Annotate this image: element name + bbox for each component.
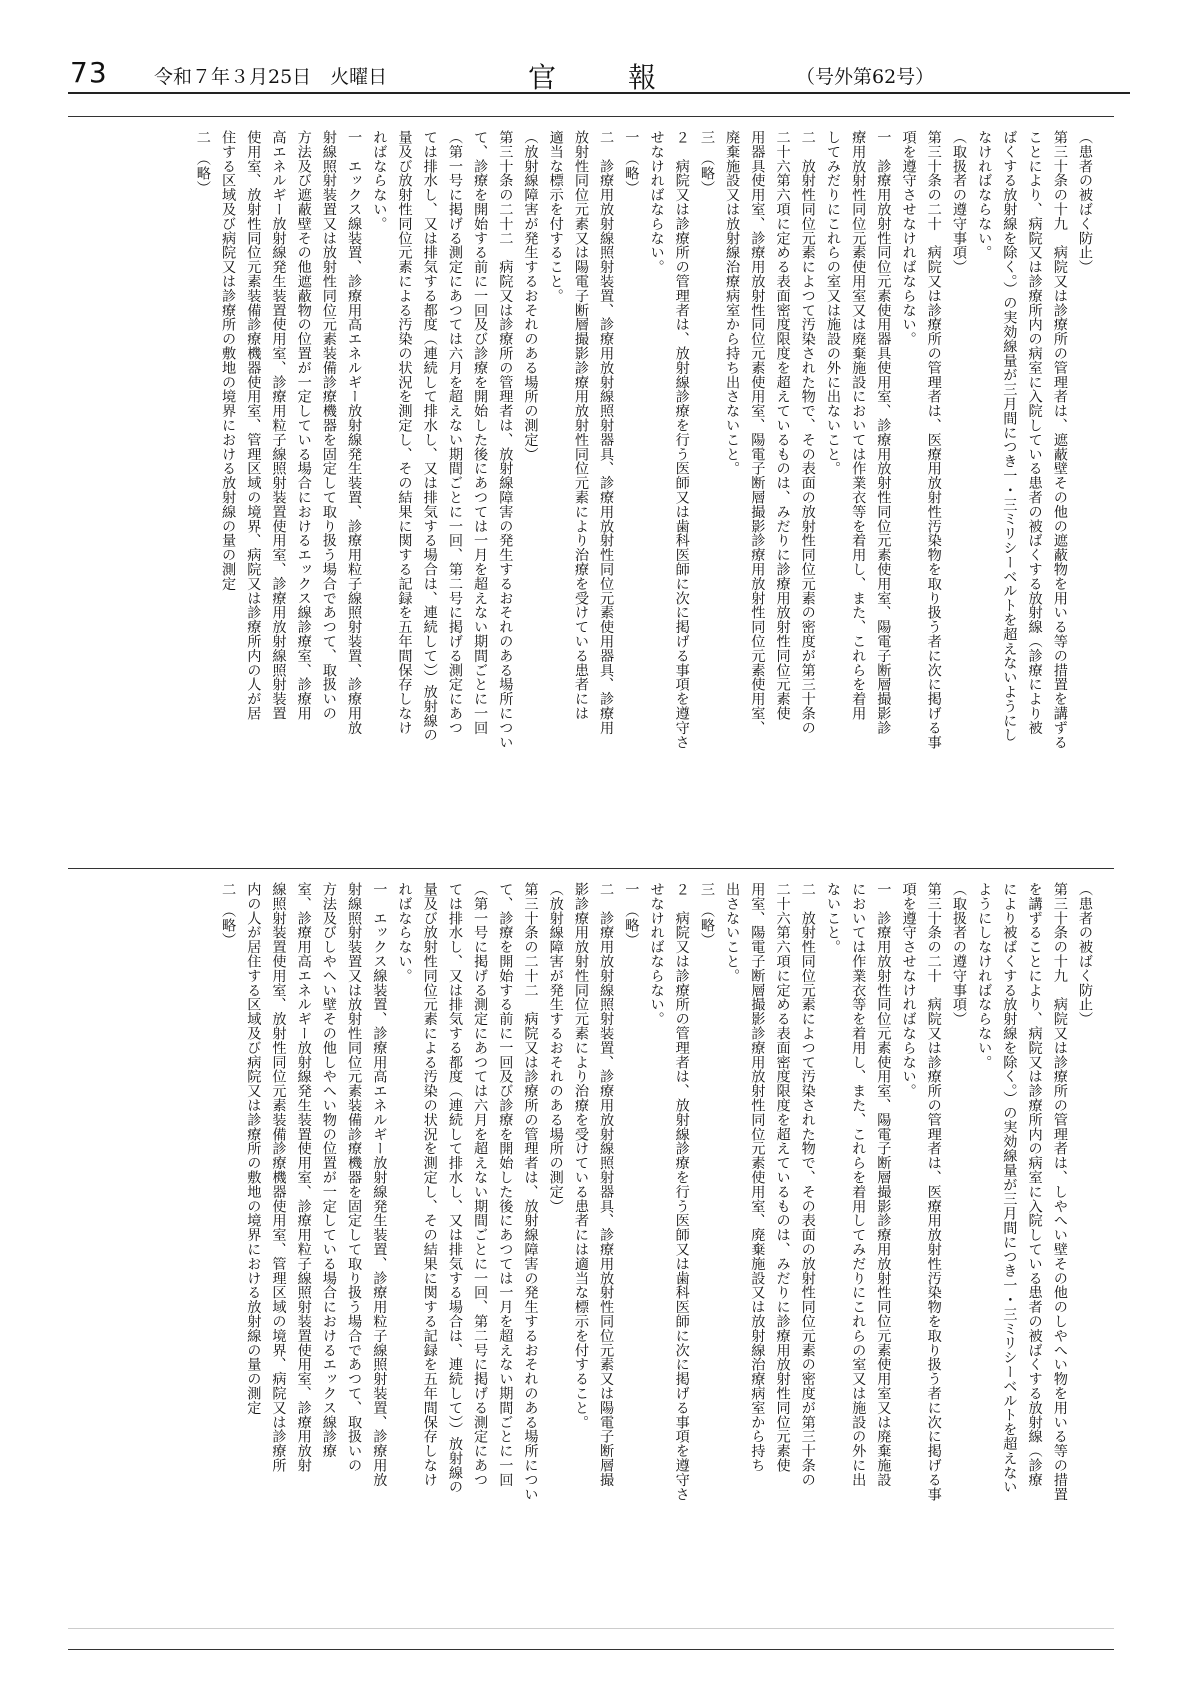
text-line: 出さないこと。 — [724, 882, 741, 983]
text-line: 三 （略） — [698, 130, 715, 195]
text-line: 高エネルギー放射線発生装置使用室、診療用粒子線照射装置使用室、診療用放射線照射装置 — [270, 130, 287, 721]
text-line: 一 エックス線装置、診療用高エネルギー放射線発生装置、診療用粒子線照射装置、診療用放 — [371, 882, 388, 1487]
text-line: 二 放射性同位元素によつて汚染された物で、その表面の放射性同位元素の密度が第三十条の — [799, 882, 816, 1487]
gazette-title: 官報 — [528, 61, 729, 94]
text-line: ２ 病院又は診療所の管理者は、放射線診療を行う医師又は歯科医師に次に掲げる事項を遵守さ — [673, 882, 690, 1502]
text-line: （放射線障害が発生するおそれのある場所の測定） — [522, 130, 539, 462]
text-line: 使用室、放射性同位元素装備診療機器使用室、管理区域の境界、病院又は診療所内の人が居 — [245, 130, 262, 721]
text-line: してみだりにこれらの室又は施設の外に出ないこと。 — [824, 130, 841, 476]
text-line: 方法及びしやへい壁その他しやへい物の位置が一定している場合におけるエックス線診療 — [320, 882, 337, 1458]
page-number: 73 — [70, 56, 108, 89]
text-line: ればならない。 — [396, 882, 413, 983]
text-line: て、診療を開始する前に一回及び診療を開始した後にあつては一月を超えない期間ごとに一回 — [472, 130, 489, 735]
text-line: により被ばくする放射線を除く。）の実効線量が三月間につき一・三ミリシーベルトを超えない — [1001, 882, 1018, 1495]
text-line: 第三十条の十九 病院又は診療所の管理者は、遮蔽壁その他の遮蔽物を用いる等の措置を講ずる — [1051, 130, 1068, 750]
text-line: ては排水し、又は排気する都度（連続して排水し、又は排気する場合は、連続して））放射線の — [421, 130, 438, 743]
text-line: 二 （略） — [220, 882, 237, 947]
text-line: ないこと。 — [824, 882, 841, 954]
text-line: 項を遵守させなければならない。 — [900, 882, 917, 1098]
text-line: 射線照射装置又は放射性同位元素装備診療機器を固定して取り扱う場合であつて、取扱いの — [320, 130, 337, 721]
text-line: 第三十条の二十 病院又は診療所の管理者は、医療用放射性汚染物を取り扱う者に次に掲げる事 — [925, 130, 942, 750]
gazette-header — [68, 50, 1130, 98]
footer-rule — [68, 1628, 1114, 1629]
text-line: 一 診療用放射性同位元素使用器具使用室、診療用放射性同位元素使用室、陽電子断層撮影診 — [875, 130, 892, 735]
text-line: を講ずることにより、病院又は診療所内の病室に入院している患者の被ばくする放射線（診療 — [1026, 882, 1043, 1487]
text-line: （患者の被ばく防止） — [1077, 882, 1093, 1026]
text-line: 二 診療用放射線照射装置、診療用放射線照射器具、診療用放射性同位元素使用器具、診療用 — [598, 130, 615, 735]
text-line: 室、診療用高エネルギー放射線発生装置使用室、診療用粒子線照射装置使用室、診療用放射 — [295, 882, 312, 1473]
text-line: 方法及び遮蔽壁その他遮蔽物の位置が一定している場合におけるエックス線診療室、診療用 — [295, 130, 312, 721]
text-line: 二十六第六項に定める表面密度限度を超えているものは、みだりに診療用放射性同位元素使 — [774, 882, 791, 1473]
text-line: 一 （略） — [623, 130, 640, 195]
text-line: 項を遵守させなければならない。 — [900, 130, 917, 346]
text-line: ことにより、病院又は診療所内の病室に入院している患者の被ばくする放射線（診療により被 — [1026, 130, 1043, 735]
text-line: 用室、陽電子断層撮影診療用放射性同位元素使用室、廃棄施設又は放射線治療病室から持ち — [749, 882, 766, 1473]
text-line: （取扱者の遵守事項） — [950, 130, 967, 274]
revised-text-block — [107, 130, 1097, 856]
text-line: （放射線障害が発生するおそれのある場所の測定） — [547, 882, 564, 1214]
text-line: せなければならない。 — [648, 130, 665, 274]
text-line: 二 診療用放射線照射装置、診療用放射線照射器具、診療用放射性同位元素又は陽電子断層撮 — [598, 882, 615, 1487]
text-line: ては排水し、又は排気する都度（連続して排水し、又は排気する場合は、連続して））放射線の — [446, 882, 463, 1495]
text-line: 一 （略） — [623, 882, 640, 947]
text-line: なければならない。 — [976, 130, 993, 260]
text-line: 影診療用放射性同位元素により治療を受けている患者には適当な標示を付すること。 — [572, 882, 589, 1430]
text-line: 用器具使用室、診療用放射性同位元素使用室、陽電子断層撮影診療用放射性同位元素使用室、 — [749, 130, 766, 735]
current-text-block — [107, 882, 1097, 1616]
text-line: 第三十条の十九 病院又は診療所の管理者は、しやへい壁その他のしやへい物を用いる等の措置 — [1051, 882, 1068, 1502]
text-line: 第三十条の二十二 病院又は診療所の管理者は、放射線障害の発生するおそれのある場所につい — [522, 882, 539, 1502]
text-line: （患者の被ばく防止） — [1077, 130, 1093, 274]
text-line: 線照射装置使用室、放射性同位元素装備診療機器使用室、管理区域の境界、病院又は診療所 — [270, 882, 287, 1473]
text-line: 三 （略） — [698, 882, 715, 947]
issue-number: （号外第62号） — [796, 66, 935, 88]
text-line: 第三十条の二十二 病院又は診療所の管理者は、放射線障害の発生するおそれのある場所につい — [497, 130, 514, 750]
text-line: 住する区域及び病院又は診療所の敷地の境界における放射線の量の測定 — [220, 130, 237, 591]
text-line: 二十六第六項に定める表面密度限度を超えているものは、みだりに診療用放射性同位元素使 — [774, 130, 791, 721]
text-line: せなければならない。 — [648, 882, 665, 1026]
text-line: 適当な標示を付すること。 — [547, 130, 564, 303]
text-line: ２ 病院又は診療所の管理者は、放射線診療を行う医師又は歯科医師に次に掲げる事項を遵守さ — [673, 130, 690, 750]
text-line: て、診療を開始する前に一回及び診療を開始した後にあつては一月を超えない期間ごとに一回 — [497, 882, 514, 1487]
text-line: ばくする放射線を除く。）の実効線量が三月間につき一・三ミリシーベルトを超えないようにし — [1001, 130, 1018, 743]
text-line: においては作業衣等を着用し、また、これらを着用してみだりにこれらの室又は施設の外に出 — [850, 882, 867, 1487]
text-line: （取扱者の遵守事項） — [950, 882, 967, 1026]
text-line: 二 放射性同位元素によつて汚染された物で、その表面の放射性同位元素の密度が第三十条の — [799, 130, 816, 735]
text-line: 射線照射装置又は放射性同位元素装備診療機器を固定して取り扱う場合であつて、取扱いの — [346, 882, 363, 1473]
text-line: 量及び放射性同位元素による汚染の状況を測定し、その結果に関する記録を五年間保存しなけ — [396, 130, 413, 735]
text-line: 量及び放射性同位元素による汚染の状況を測定し、その結果に関する記録を五年間保存しなけ — [421, 882, 438, 1487]
text-line: 廃棄施設又は放射線治療病室から持ち出さないこと。 — [724, 130, 741, 476]
text-line: （第一号に掲げる測定にあつては六月を超えない期間ごとに一回、第二号に掲げる測定にあつ — [472, 882, 489, 1487]
section-divider — [68, 868, 1114, 869]
text-line: 内の人が居住する区域及び病院又は診療所の敷地の境界における放射線の量の測定 — [245, 882, 262, 1415]
issue-date: 令和７年３月25日 火曜日 — [154, 66, 388, 88]
text-line: 放射性同位元素又は陽電子断層撮影診療用放射性同位元素により治療を受けている患者には — [572, 130, 589, 721]
text-line: ればならない。 — [371, 130, 388, 231]
text-line: 二 （略） — [194, 130, 211, 195]
text-line: 一 診療用放射性同位元素使用室、陽電子断層撮影診療用放射性同位元素使用室又は廃棄施設 — [875, 882, 892, 1487]
text-line: ようにしなければならない。 — [976, 882, 993, 1070]
header-rule — [68, 92, 1130, 94]
text-line: （第一号に掲げる測定にあつては六月を超えない期間ごとに一回、第二号に掲げる測定にあつ — [446, 130, 463, 735]
text-line: 一 エックス線装置、診療用高エネルギー放射線発生装置、診療用粒子線照射装置、診療用放 — [346, 130, 363, 735]
text-line: 第三十条の二十 病院又は診療所の管理者は、医療用放射性汚染物を取り扱う者に次に掲げる事 — [925, 882, 942, 1502]
text-line: 療用放射性同位元素使用室又は廃棄施設においては作業衣等を着用し、また、これらを着用 — [850, 130, 867, 721]
